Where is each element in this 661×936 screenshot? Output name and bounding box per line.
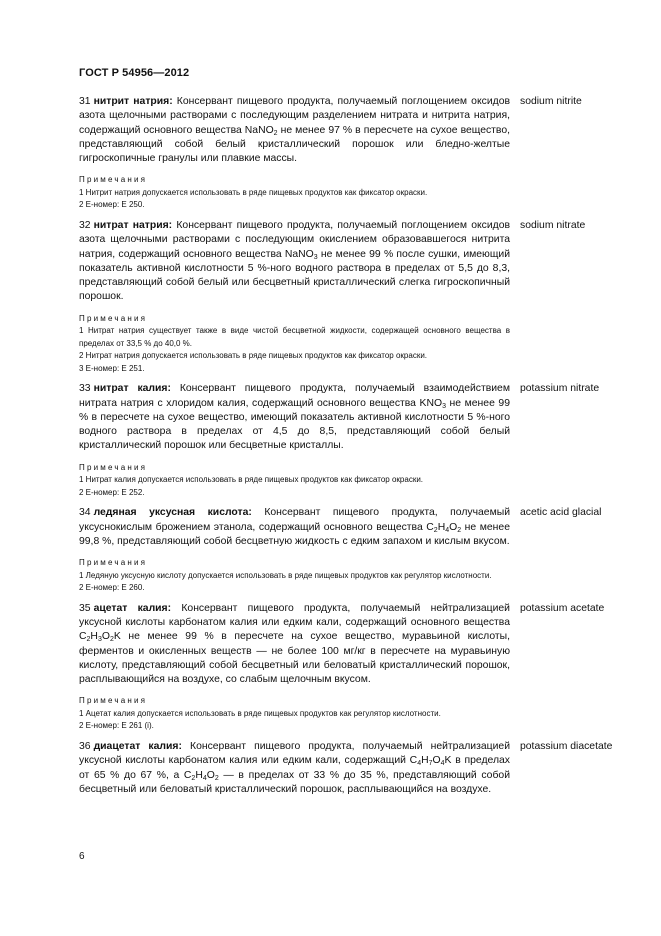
terms-list	[79, 95, 619, 805]
definition-body: Консервант пищевого продукта, получаемый нейтрализацией уксусной кислоты карбонатом калия или едким кали, содержащий основного вещества $C_2H_3O_2K$ не менее 99 % в пересчете на сухое вещество, муравьиной кислоты, ферментов и окисленных веществ — не более 100 мг/кг в пересчете на муравьиную кислоту, представляющий собой бесцветный или беловатый кристаллический порошок, расплывающийся на воздухе, со слабым щелочным вкусом.	[79, 602, 510, 686]
term-definition	[79, 506, 510, 549]
definition-body: Консервант пищевого продукта, получаемый взаимодействием нитрата натрия с хлоридом калия, содержащий основного вещества $KNO_3$ не менее 99 % в пересчете на сухое вещество, имеющий показатель активной кислотности 5 %-ного водного раствора в пределах от 4,5 до 8,5, представляющий собой белый кристаллический порошок или бесцветные кристаллы.	[79, 383, 510, 452]
notes-heading: Примечания	[79, 313, 148, 323]
term-entry	[79, 382, 619, 499]
definition-body: Консервант пищевого продукта, получаемый уксуснокислым брожением этанола, содержащий основного вещества $C_2H_4O_2$ не менее 99,8 %, представляющий собой бесцветную жидкость с едким запахом и кислым вкусом.	[79, 507, 510, 547]
term-entry	[79, 506, 619, 594]
notes-block	[79, 557, 510, 595]
note-item: 1 Ледяную уксусную кислоту допускается использовать в ряде пищевых продуктов как регулятор кислотности.	[79, 570, 492, 580]
note-item: 2 Е-номер: Е 252.	[79, 487, 145, 497]
english-equivalent: potassium acetate	[520, 602, 605, 614]
document-header: ГОСТ Р 54956—2012	[79, 67, 190, 79]
term-name: нитрат натрия:	[93, 219, 173, 231]
term-row	[79, 506, 619, 549]
term-name: диацетат калия:	[93, 740, 182, 752]
notes-block	[79, 695, 510, 733]
notes-heading: Примечания	[79, 558, 148, 568]
english-equivalent: potassium diacetate	[520, 740, 613, 752]
term-number: 31	[79, 96, 91, 107]
notes-heading: Примечания	[79, 175, 148, 185]
term-row	[79, 95, 619, 166]
term-number: 33	[79, 383, 91, 395]
note-item: 2 Е-номер: Е 261 (i).	[79, 721, 154, 731]
definition-body: Консервант пищевого продукта, получаемый поглощением оксидов азота щелочными растворами с последующим разделением нитрата и нитрита натрия, содержащий основного вещества NaNO$_2$ не менее 97 % в пересчете на сухое вещество, представляющий собой белый кристаллический порошок или бледно-желтые гигроскопичные гранулы или плавкие массы.	[79, 96, 510, 165]
term-row	[79, 219, 619, 305]
english-equivalent: potassium nitrate	[520, 383, 600, 395]
note-item: 2 Нитрат натрия допускается использовать в ряде пищевых продуктов как фиксатор окраски.	[79, 351, 428, 361]
term-number: 35	[79, 602, 91, 614]
term-row	[79, 602, 619, 688]
definition-body: Консервант пищевого продукта, получаемый поглощением оксидов азота щелочными растворами с последующим окислением образовавшегося нитрита натрия, содержащий основного вещества NaNO$_3$ не менее 99 % после сушки, имеющий показатель активной кислотности 5 %-ного водного раствора в пределах от 5,5 до 8,3, представляющий собой белый или бесцветный кристаллический слегка гигроскопичный порошок.	[79, 219, 510, 303]
term-row	[79, 740, 619, 797]
term-definition	[79, 382, 510, 453]
term-definition	[79, 219, 510, 305]
notes-block	[79, 313, 510, 376]
note-item: 1 Нитрит натрия допускается использовать в ряде пищевых продуктов как фиксатор окраски.	[79, 187, 428, 197]
term-number: 32	[79, 219, 91, 231]
note-item: 2 Е-номер: Е 250.	[79, 200, 145, 210]
note-item: 1 Ацетат калия допускается использовать в ряде пищевых продуктов как регулятор кислотности.	[79, 708, 441, 718]
page-number: 6	[79, 851, 85, 862]
term-definition	[79, 602, 510, 688]
term-definition	[79, 740, 510, 797]
term-entry	[79, 95, 619, 212]
term-name: ледяная уксусная кислота:	[93, 507, 252, 519]
term-name: нитрит натрия:	[93, 96, 173, 107]
note-item: 1 Нитрат калия допускается использовать в ряде пищевых продуктов как фиксатор окраски.	[79, 475, 424, 485]
term-entry	[79, 740, 619, 805]
english-equivalent: acetic acid glacial	[520, 507, 602, 519]
term-name: нитрат калия:	[93, 383, 171, 395]
term-name: ацетат калия:	[93, 602, 172, 614]
notes-block	[79, 174, 510, 212]
english-equivalent: sodium nitrate	[520, 219, 586, 231]
notes-heading: Примечания	[79, 462, 148, 472]
definition-body: Консервант пищевого продукта, получаемый нейтрализацией уксусной кислоты карбонатом калия или едким кали, содержащий $C_4H_7O_4K$ в пределах от 65 % до 67 %, а $C_2H_4O_2$ — в пределах от 33 % до 35 %, представляющий собой бесцветный или беловатый кристаллический порошок, расплывающийся на воздухе.	[79, 740, 511, 795]
term-number: 34	[79, 507, 91, 519]
term-entry	[79, 602, 619, 733]
notes-block	[79, 462, 510, 500]
note-item: 3 Е-номер: Е 251.	[79, 363, 145, 373]
term-number: 36	[79, 740, 91, 752]
term-row	[79, 382, 619, 453]
term-entry	[79, 219, 619, 375]
notes-heading: Примечания	[79, 696, 148, 706]
note-item: 1 Нитрат натрия существует также в виде чистой бесцветной жидкости, содержащей основного вещества в пределах от 33,5 % до 40,0 %.	[79, 326, 510, 348]
english-equivalent: sodium nitrite	[520, 96, 582, 107]
note-item: 2 Е-номер: Е 260.	[79, 583, 145, 593]
term-definition	[79, 95, 510, 166]
